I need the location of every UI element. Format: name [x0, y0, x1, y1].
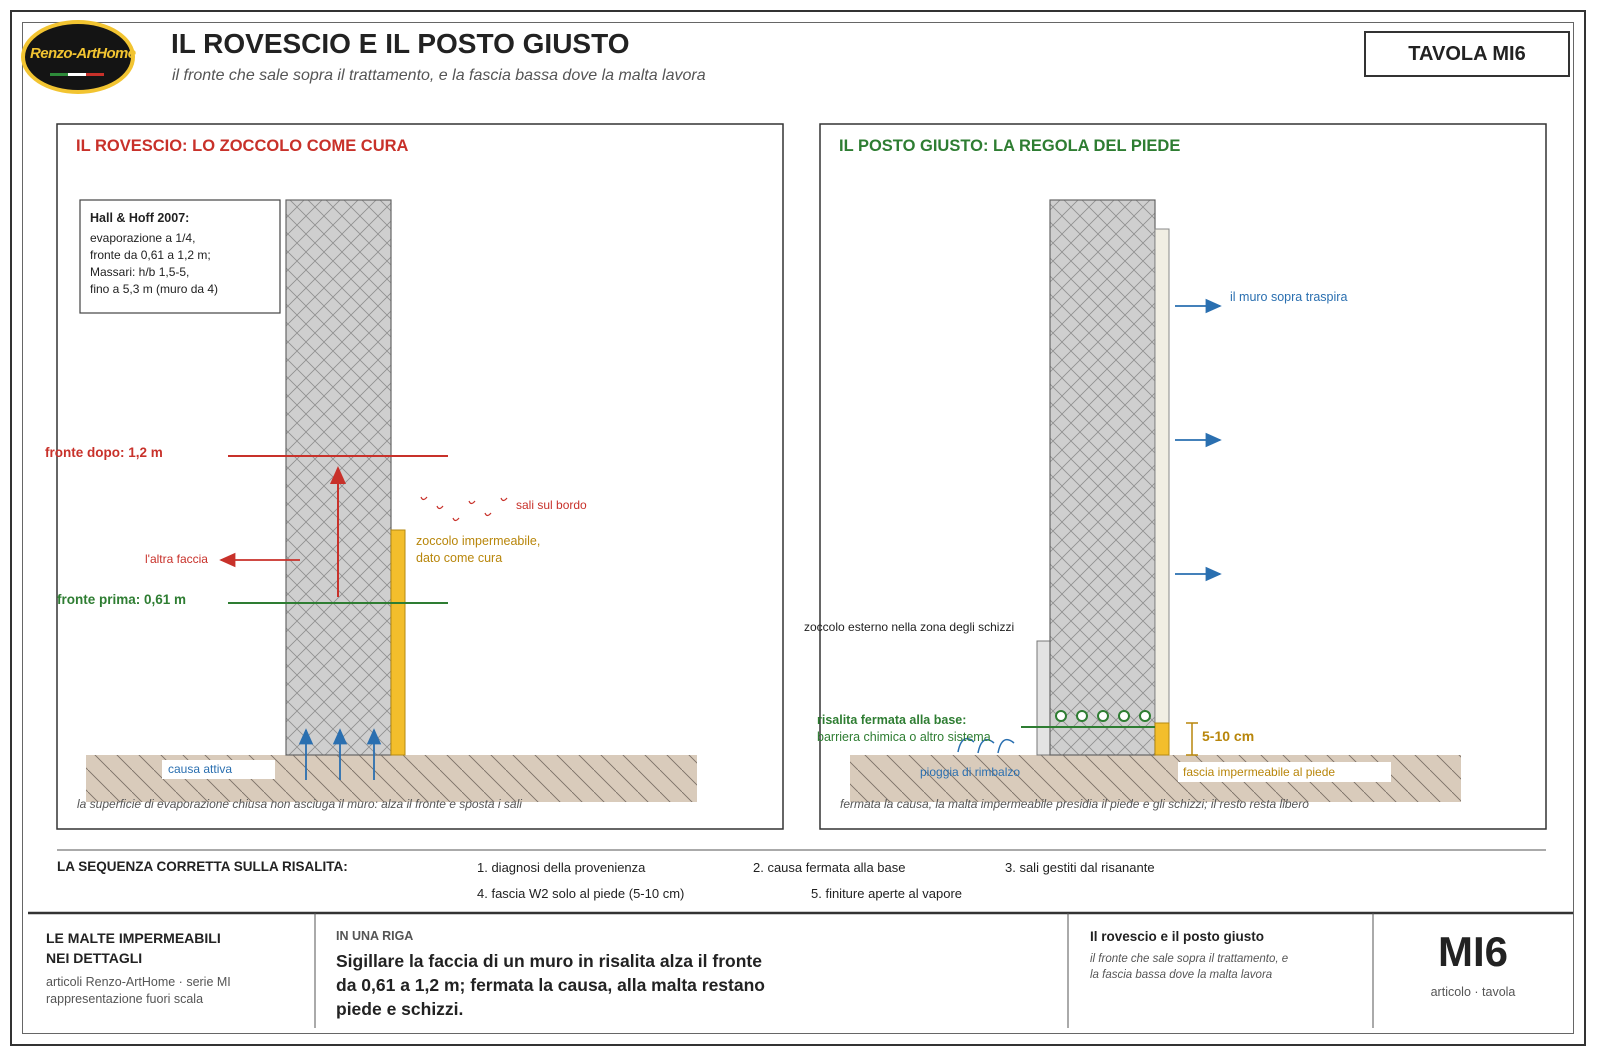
- breathable-render: [1155, 229, 1169, 723]
- oneline-text-3: piede e schizzi.: [336, 999, 464, 1019]
- article-code: MI6: [1437, 928, 1508, 975]
- cause-label: causa attiva: [168, 762, 233, 776]
- article-code-subtitle: articolo · tavola: [1430, 985, 1516, 999]
- stopped-label-1: risalita fermata alla base:: [817, 713, 967, 727]
- sequence-step-5: 5. finiture aperte al vapore: [811, 886, 963, 901]
- other-face-label: l'altra faccia: [145, 552, 208, 566]
- external-plinth-label: zoccolo esterno nella zona degli schizzi: [804, 620, 1015, 634]
- oneline-label: IN UNA RIGA: [336, 929, 414, 943]
- left-panel-heading: IL ROVESCIO: LO ZOCCOLO COME CURA: [76, 137, 409, 155]
- page-title: IL ROVESCIO E IL POSTO GIUSTO: [171, 28, 630, 59]
- salts-label: sali sul bordo: [516, 498, 587, 512]
- salt-marks: [421, 497, 507, 521]
- band-label: fascia impermeabile al piede: [1183, 765, 1336, 779]
- logo-text: Renzo-ArtHome: [30, 45, 136, 62]
- sequence-step-1: 1. diagnosi della provenienza: [477, 860, 646, 875]
- plinth-label-2: dato come cura: [416, 551, 503, 565]
- plate-label: TAVOLA MI6: [1408, 43, 1526, 65]
- note-line-2: fronte da 0,61 a 1,2 m;: [90, 248, 211, 262]
- article-subtitle-1: il fronte che sale sopra il trattamento, e: [1090, 953, 1289, 965]
- series-meta-1: articoli Renzo-ArtHome · serie MI: [46, 975, 231, 989]
- oneline-text-1: Sigillare la faccia di un muro in risalita alza il fronte: [336, 951, 762, 971]
- vapor-arrows: [1175, 306, 1220, 574]
- sequence-step-3: 3. sali gestiti dal risanante: [1005, 860, 1155, 875]
- wall-right: [1050, 200, 1155, 755]
- note-line-3: Massari: h/b 1,5-5,: [90, 265, 190, 279]
- front-after-label: fronte dopo: 1,2 m: [45, 445, 163, 460]
- rain-label: pioggia di rimbalzo: [920, 765, 1021, 779]
- series-title-1: LE MALTE IMPERMEABILI: [46, 930, 221, 946]
- sequence-step-2: 2. causa fermata alla base: [753, 860, 906, 875]
- page-subtitle: il fronte che sale sopra il trattamento, e la fascia bassa dove la malta lavora: [172, 67, 706, 84]
- article-subtitle-2: la fascia bassa dove la malta lavora: [1090, 969, 1273, 981]
- stopped-label-2: barriera chimica o altro sistema: [817, 730, 991, 744]
- note-title: Hall & Hoff 2007:: [90, 211, 190, 225]
- waterproof-plinth-left: [391, 530, 405, 755]
- sequence-title: LA SEQUENZA CORRETTA SULLA RISALITA:: [57, 859, 348, 874]
- left-caption: la superficie di evaporazione chiusa non asciuga il muro: alza il fronte e sposta i sali: [77, 797, 522, 811]
- plinth-label-1: zoccolo impermeabile,: [416, 534, 541, 548]
- series-meta-2: rappresentazione fuori scala: [46, 992, 204, 1006]
- series-title-2: NEI DETTAGLI: [46, 950, 143, 966]
- right-panel-heading: IL POSTO GIUSTO: LA REGOLA DEL PIEDE: [839, 137, 1181, 155]
- height-label: 5-10 cm: [1202, 728, 1255, 744]
- note-line-4: fino a 5,3 m (muro da 4): [90, 282, 219, 296]
- article-title: Il rovescio e il posto giusto: [1090, 929, 1265, 944]
- oneline-text-2: da 0,61 a 1,2 m; fermata la causa, alla malta restano: [336, 975, 765, 995]
- external-plinth: [1037, 641, 1050, 755]
- note-line-1: evaporazione a 1/4,: [90, 231, 196, 245]
- right-caption: fermata la causa, la malta impermeabile presidia il piede e gli schizzi; il resto resta libero: [840, 797, 1309, 811]
- front-before-label: fronte prima: 0,61 m: [57, 592, 187, 607]
- height-dimension: [1186, 723, 1198, 755]
- waterproof-band-foot: [1155, 723, 1169, 755]
- sequence-step-4: 4. fascia W2 solo al piede (5-10 cm): [477, 886, 685, 901]
- breathes-label: il muro sopra traspira: [1230, 290, 1348, 304]
